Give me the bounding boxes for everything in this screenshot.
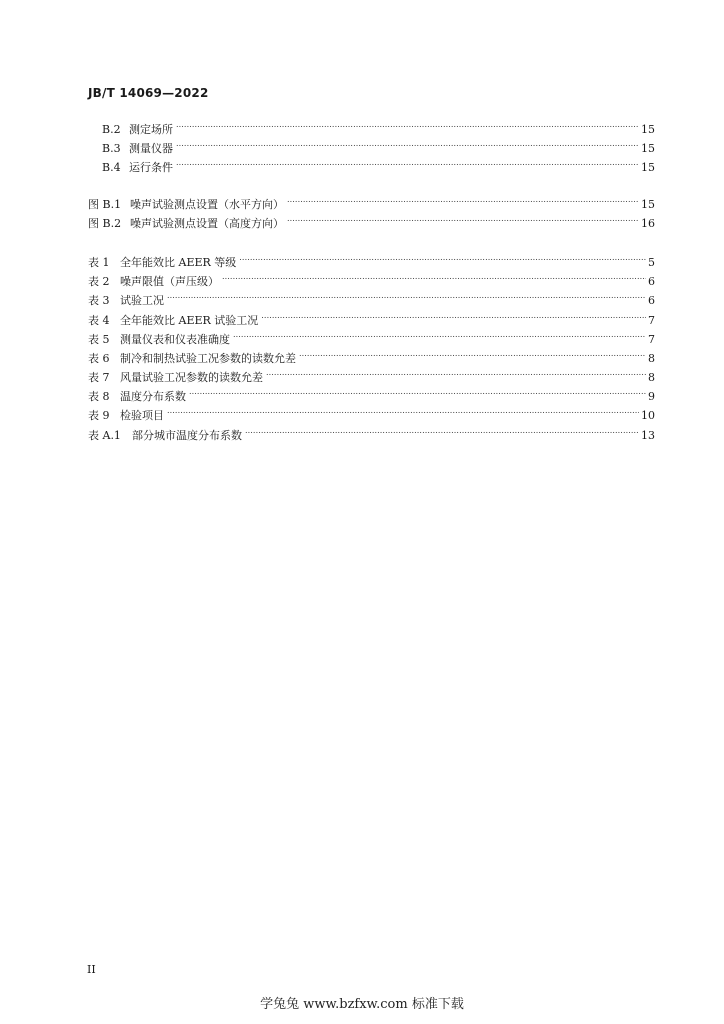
toc-entry-page: 9 [648, 390, 655, 403]
toc-entry-number: 表 7 [88, 371, 110, 384]
toc-leader-dots [189, 389, 646, 401]
page-number: II [87, 963, 96, 976]
toc-entry-number: 表 5 [88, 333, 110, 346]
toc-entry-number: B.2 [102, 123, 121, 136]
toc-entry-number: 表 4 [88, 314, 110, 327]
toc-entry-number: B.3 [102, 142, 121, 155]
toc-leader-dots [167, 408, 639, 420]
toc-entry-title: 全年能效比 AEER 等级 [120, 256, 237, 269]
toc-entry-title: 噪声限值（声压级） [120, 275, 219, 288]
toc-entry-title: 噪声试验测点设置（水平方向） [130, 198, 284, 211]
toc-entry-title: 运行条件 [129, 161, 173, 174]
toc-entry-page: 16 [641, 217, 655, 230]
toc-entry-title: 全年能效比 AEER 试验工况 [120, 314, 259, 327]
toc-entry-title: 测定场所 [129, 123, 173, 136]
toc-entry-table-7[interactable] [88, 369, 655, 385]
toc-leader-dots [266, 370, 646, 382]
toc-leader-dots [287, 216, 639, 228]
toc-entry-page: 15 [641, 123, 655, 136]
toc-leader-dots [245, 428, 639, 440]
toc-leader-dots [239, 255, 646, 267]
toc-leader-dots [222, 274, 646, 286]
toc-entry-title: 部分城市温度分布系数 [132, 429, 242, 442]
toc-entry-page: 10 [641, 409, 655, 422]
toc-entry-number: 表 3 [88, 294, 110, 307]
toc-entry-number: 表 1 [88, 256, 110, 269]
toc-entry-number: 表 A.1 [88, 429, 121, 442]
toc-entry-table-2[interactable] [88, 273, 655, 289]
toc-leader-dots [233, 332, 646, 344]
toc-entry-number: B.4 [102, 161, 121, 174]
toc-entry-number: 表 8 [88, 390, 110, 403]
toc-entry-table-a1[interactable] [88, 427, 655, 443]
toc-entry-figure-b1[interactable] [88, 196, 655, 212]
toc-entry-table-8[interactable] [88, 388, 655, 404]
toc-entry-title: 测量仪器 [129, 142, 173, 155]
toc-entry-page: 7 [648, 333, 655, 346]
toc-entry-number: 表 6 [88, 352, 110, 365]
toc-entry-page: 5 [648, 256, 655, 269]
toc-entry-title: 温度分布系数 [120, 390, 186, 403]
toc-entry-title: 试验工况 [120, 294, 164, 307]
toc-entry-page: 15 [641, 161, 655, 174]
watermark-text: 学兔兔 www.bzfxw.com 标准下载 [260, 997, 464, 1012]
toc-leader-dots [176, 141, 639, 153]
toc-entry-title: 测量仪表和仪表准确度 [120, 333, 230, 346]
toc-entry-number: 图 B.1 [88, 198, 122, 211]
toc-entry-b2[interactable] [102, 121, 655, 137]
toc-entry-page: 15 [641, 142, 655, 155]
toc-leader-dots [167, 293, 646, 305]
toc-entry-page: 6 [648, 294, 655, 307]
toc-entry-title: 检验项目 [120, 409, 164, 422]
toc-entry-table-6[interactable] [88, 350, 655, 366]
toc-entry-page: 7 [648, 314, 655, 327]
toc-entry-page: 13 [641, 429, 655, 442]
toc-leader-dots [176, 122, 639, 134]
toc-entry-title: 噪声试验测点设置（高度方向） [130, 217, 284, 230]
toc-entry-page: 8 [648, 371, 655, 384]
toc-entry-number: 图 B.2 [88, 217, 122, 230]
toc-entry-table-5[interactable] [88, 331, 655, 347]
toc-entry-title: 风量试验工况参数的读数允差 [120, 371, 263, 384]
toc-entry-table-1[interactable] [88, 254, 655, 270]
toc-entry-number: 表 2 [88, 275, 110, 288]
toc-entry-table-9[interactable] [88, 407, 655, 423]
toc-entry-page: 6 [648, 275, 655, 288]
toc-entry-b3[interactable] [102, 140, 655, 156]
toc-entry-page: 8 [648, 352, 655, 365]
toc-entry-table-4[interactable] [88, 312, 655, 328]
toc-entry-title: 制冷和制热试验工况参数的读数允差 [120, 352, 296, 365]
toc-entry-number: 表 9 [88, 409, 110, 422]
toc-entry-b4[interactable] [102, 159, 655, 175]
toc-leader-dots [287, 197, 639, 209]
toc-leader-dots [261, 313, 646, 325]
toc-entry-table-3[interactable] [88, 292, 655, 308]
toc-entry-figure-b2[interactable] [88, 215, 655, 231]
toc-leader-dots [176, 160, 639, 172]
document-code: JB/T 14069—2022 [88, 86, 209, 100]
toc-leader-dots [299, 351, 646, 363]
toc-entry-page: 15 [641, 198, 655, 211]
